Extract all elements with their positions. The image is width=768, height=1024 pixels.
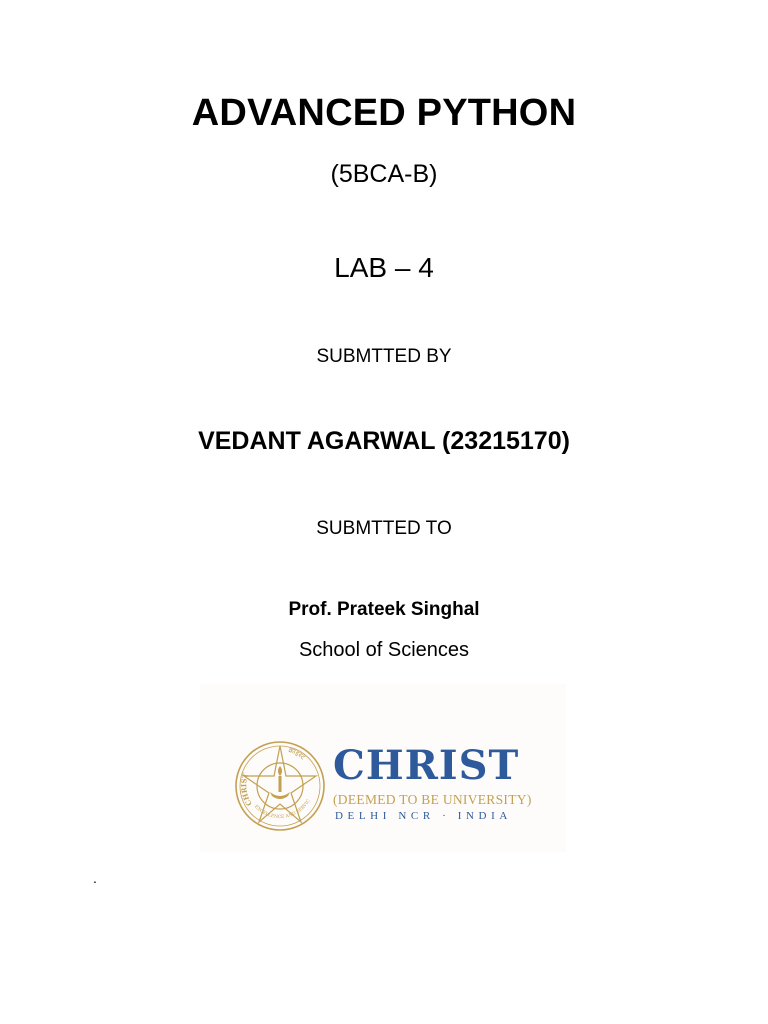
university-logo	[200, 684, 566, 852]
university-location: DELHI NCR · INDIA	[335, 810, 512, 822]
university-wordmark: CHRIST	[333, 742, 520, 789]
document-title: ADVANCED PYTHON	[191, 92, 577, 134]
seal-motto: EXCELLENCE AND SERVIC	[253, 798, 312, 821]
submitted-to-label: SUBMTTED TO	[316, 518, 452, 539]
school-name: School of Sciences	[298, 639, 470, 661]
student-name: VEDANT AGARWAL (23215170)	[198, 427, 570, 455]
university-tagline: (DEEMED TO BE UNIVERSITY)	[333, 792, 532, 807]
class-code: (5BCA-B)	[330, 160, 438, 188]
professor-name: Prof. Prateek Singhal	[288, 599, 480, 620]
seal-text-left: CHRIST	[239, 771, 254, 808]
lamp-star-seal-icon	[232, 740, 328, 832]
seal-text-right: क्राइस्ट	[287, 746, 307, 762]
lab-number: LAB – 4	[334, 252, 434, 283]
submitted-by-label: SUBMTTED BY	[316, 346, 452, 367]
trailing-mark: .	[93, 870, 97, 886]
